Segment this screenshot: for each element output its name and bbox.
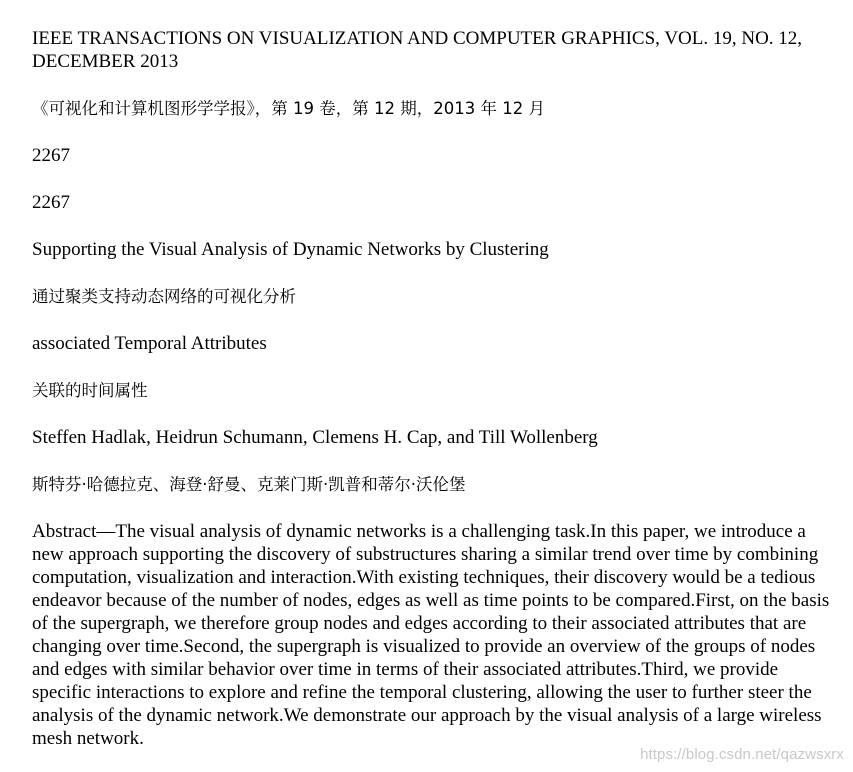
title-en-part2: associated Temporal Attributes — [32, 333, 267, 354]
spacer — [32, 261, 837, 285]
spacer — [32, 402, 837, 426]
title-cn-part1: 通过聚类支持动态网络的可视化分析 — [32, 287, 296, 306]
spacer — [32, 496, 837, 520]
journal-line-cn: 《可视化和计算机图形学学报》，第 19 卷，第 12 期，2013 年 12 月 — [32, 99, 545, 118]
authors-cn: 斯特芬·哈德拉克、海登·舒曼、克莱门斯·凯普和蒂尔·沃伦堡 — [32, 475, 466, 494]
spacer — [32, 120, 837, 144]
watermark-url: https://blog.csdn.net/qazwsxrx — [640, 746, 844, 763]
spacer — [32, 73, 837, 97]
document-page — [32, 27, 837, 750]
spacer — [32, 214, 837, 238]
title-cn-part2: 关联的时间属性 — [32, 381, 148, 400]
spacer — [32, 167, 837, 191]
page-number: 2267 — [32, 145, 70, 166]
page-number-duplicate: 2267 — [32, 192, 70, 213]
spacer — [32, 308, 837, 332]
journal-line: IEEE TRANSACTIONS ON VISUALIZATION AND COMPUTER GRAPHICS, VOL. 19, NO. 12, DECEMBER 2013 — [32, 28, 803, 72]
authors-en: Steffen Hadlak, Heidrun Schumann, Clemens H. Cap, and Till Wollenberg — [32, 427, 598, 448]
abstract-paragraph: Abstract—The visual analysis of dynamic networks is a challenging task.In this paper, we introduce a new approach supporting the discovery of substructures sharing a similar trend over time by combining computation, visualization and interaction.With existing techniques, their discovery would be a tedious endeavor because of the number of nodes, edges as well as time points to be compared.First, on the basis of the supergraph, we therefore group nodes and edges according to their associated attributes that are changing over time.Second, the supergraph is visualized to provide an overview of the groups of nodes and edges with similar behavior over time in terms of their associated attributes.Third, we provide specific interactions to explore and refine the temporal clustering, allowing the user to further steer the analysis of the dynamic network.We demonstrate our approach by the visual analysis of a large wireless mesh network. — [32, 521, 830, 749]
spacer — [32, 449, 837, 473]
title-en-part1: Supporting the Visual Analysis of Dynamic Networks by Clustering — [32, 239, 549, 260]
spacer — [32, 355, 837, 379]
